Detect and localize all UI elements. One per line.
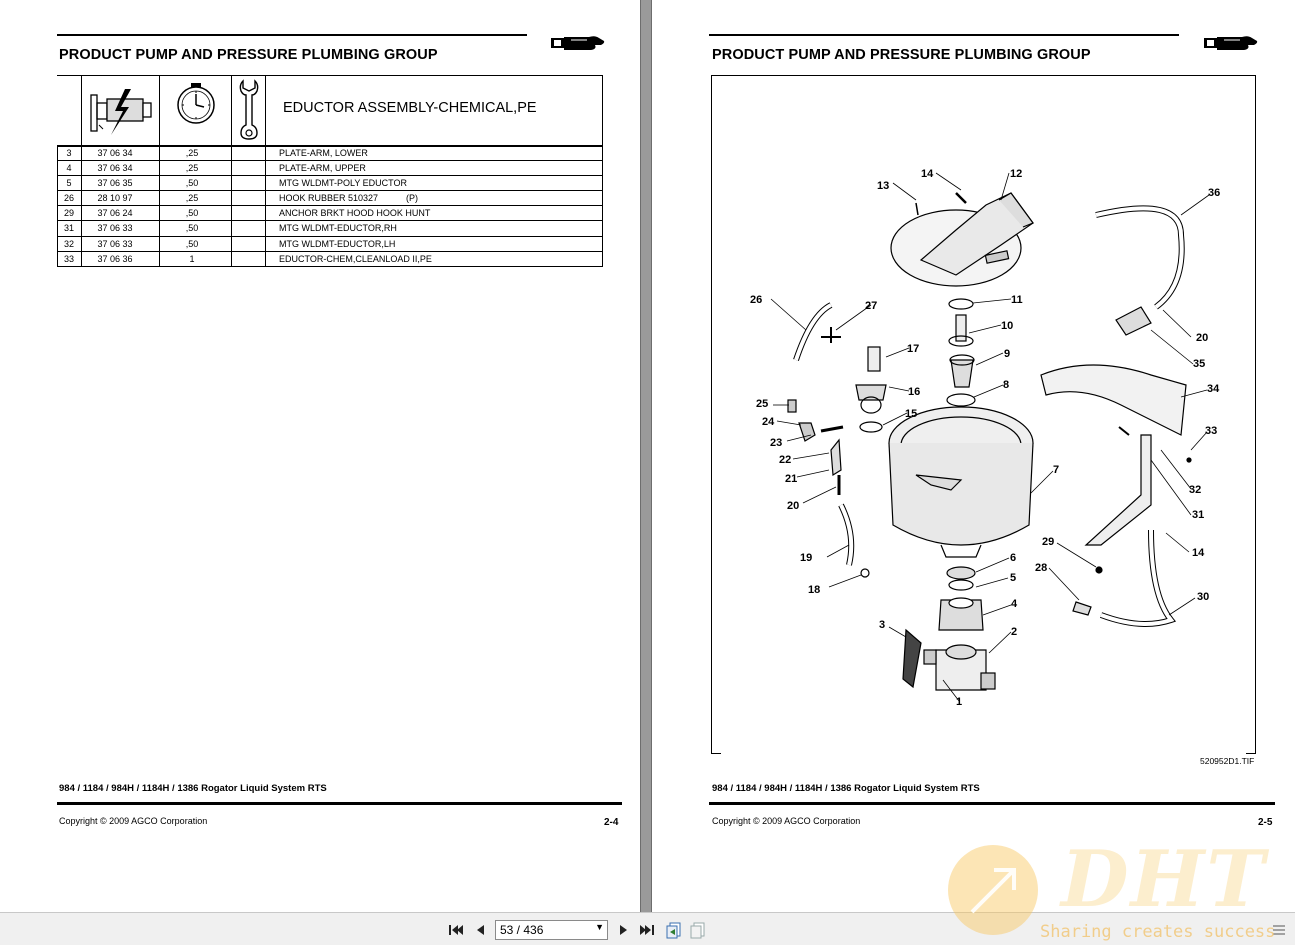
table-row (57, 237, 603, 252)
page-title: PRODUCT PUMP AND PRESSURE PLUMBING GROUP (712, 47, 1091, 63)
header-rule (709, 34, 1179, 36)
page-number: 2-4 (604, 817, 619, 828)
table-row (57, 252, 603, 267)
quantity: ,50 (185, 178, 199, 189)
item-number: 29 (63, 208, 74, 219)
part-description: MTG WLDMT-EDUCTOR,RH (279, 223, 397, 234)
first-page-icon (448, 923, 464, 937)
quantity: ,50 (185, 208, 199, 219)
figure-label: 520952D1.TIF (1200, 756, 1255, 766)
next-page-icon (617, 923, 629, 937)
callout-27: 27 (865, 300, 878, 312)
part-description: ANCHOR BRKT HOOD HOOK HUNT (279, 208, 431, 219)
callout-33: 33 (1205, 425, 1218, 437)
callout-25: 25 (756, 398, 769, 410)
callout-28: 28 (1035, 562, 1048, 574)
table-row (57, 221, 603, 236)
callout-26: 26 (750, 294, 763, 306)
first-page-button[interactable] (447, 921, 465, 939)
part-number: 37 06 36 (97, 253, 133, 264)
item-number: 32 (63, 238, 74, 249)
parts-table-body (57, 146, 603, 267)
callout-22: 22 (779, 454, 792, 466)
part-description: MTG WLDMT-POLY EDUCTOR (279, 178, 408, 189)
chevron-down-icon: ▼ (595, 922, 604, 932)
watermark-logo-text: DHT (1061, 834, 1267, 925)
copyright: Copyright © 2009 AGCO Corporation (59, 816, 208, 826)
table-row (57, 146, 603, 161)
part-description: MTG WLDMT-EDUCTOR,LH (279, 238, 396, 249)
callout-16: 16 (908, 386, 921, 398)
next-view-icon (689, 921, 707, 939)
part-number: 37 06 34 (97, 148, 133, 158)
callout-30: 30 (1197, 591, 1210, 603)
callout-14b: 14 (1192, 547, 1205, 559)
callout-23: 23 (770, 437, 783, 449)
part-description: HOOK RUBBER 510327 (279, 193, 379, 204)
callout-1: 1 (956, 696, 963, 708)
callout-7: 7 (1053, 464, 1060, 476)
table-row (57, 191, 603, 206)
page-indicator: 53 / 436 (500, 923, 544, 937)
previous-view-icon (665, 921, 683, 939)
callout-12: 12 (1010, 168, 1023, 180)
callout-9: 9 (1004, 348, 1011, 360)
callout-10: 10 (1001, 320, 1014, 332)
watermark-tagline: Sharing creates success (1040, 922, 1276, 942)
callout-32: 32 (1189, 484, 1202, 496)
table-row (57, 161, 603, 176)
assembly-description: EDUCTOR ASSEMBLY-CHEMICAL,PE (283, 100, 537, 116)
part-description: PLATE-ARM, UPPER (279, 163, 366, 174)
callout-35: 35 (1193, 358, 1206, 370)
copyright: Copyright © 2009 AGCO Corporation (712, 816, 861, 826)
last-page-button[interactable] (638, 921, 656, 939)
part-note: (P) (406, 193, 418, 204)
item-number: 4 (66, 163, 72, 174)
previous-page-icon (474, 923, 486, 937)
page-navigation-toolbar (0, 912, 1295, 945)
callout-15: 15 (905, 408, 918, 420)
wrench-icon (237, 79, 261, 141)
options-button[interactable] (1270, 921, 1288, 939)
part-description: EDUCTOR-CHEM,CLEANLOAD II,PE (279, 253, 432, 264)
menu-lines-icon (1272, 923, 1286, 937)
glove-logo-icon (551, 33, 605, 53)
previous-page-button[interactable] (471, 921, 489, 939)
table-row (57, 176, 603, 191)
part-number: 37 06 33 (97, 238, 133, 249)
parts-table-header (57, 75, 603, 146)
item-number: 31 (63, 223, 74, 234)
callout-29: 29 (1042, 536, 1055, 548)
callout-31: 31 (1192, 509, 1205, 521)
part-number: 37 06 33 (97, 223, 133, 234)
callout-6: 6 (1010, 552, 1017, 564)
callout-13: 13 (877, 180, 890, 192)
left-document-page (0, 0, 640, 912)
eductor-drawing (711, 75, 1256, 754)
part-number: 28 10 97 (97, 193, 133, 204)
callout-3: 3 (879, 619, 886, 631)
footer-rule (709, 802, 1275, 805)
previous-view-button[interactable] (665, 921, 683, 939)
callout-19: 19 (800, 552, 813, 564)
item-number: 5 (66, 178, 72, 189)
quantity: 1 (189, 253, 195, 264)
quantity: ,25 (185, 163, 199, 174)
item-number: 33 (63, 253, 74, 264)
quantity: ,50 (185, 223, 199, 234)
callout-17: 17 (907, 343, 920, 355)
callout-20: 20 (787, 500, 800, 512)
quantity: ,25 (185, 148, 199, 158)
footer-model: 984 / 1184 / 984H / 1184H / 1386 Rogator Liquid System RTS (712, 783, 980, 794)
last-page-icon (639, 923, 655, 937)
glove-logo-icon (1204, 33, 1258, 53)
callout-4: 4 (1011, 598, 1018, 610)
fuel-pump-icon (87, 85, 157, 141)
callout-2: 2 (1011, 626, 1018, 638)
clock-icon (174, 83, 218, 125)
part-number: 37 06 34 (97, 163, 133, 174)
part-number: 37 06 35 (97, 178, 133, 189)
callout-8: 8 (1003, 379, 1010, 391)
callout-20b: 20 (1196, 332, 1209, 344)
quantity: ,50 (185, 238, 199, 249)
callout-24: 24 (762, 416, 775, 428)
bracket-part (1041, 365, 1186, 435)
table-row (57, 206, 603, 221)
callout-21: 21 (785, 473, 798, 485)
header-rule (57, 34, 527, 36)
item-number: 3 (66, 148, 72, 158)
next-page-button[interactable] (614, 921, 632, 939)
callout-18: 18 (808, 584, 821, 596)
part-description: PLATE-ARM, LOWER (279, 148, 368, 158)
part-number: 37 06 24 (97, 208, 133, 219)
callout-14: 14 (921, 168, 934, 180)
page-title: PRODUCT PUMP AND PRESSURE PLUMBING GROUP (59, 47, 438, 63)
page-gutter (640, 0, 652, 912)
callout-34: 34 (1207, 383, 1220, 395)
page-number: 2-5 (1258, 817, 1273, 828)
page-number-select[interactable] (495, 920, 608, 940)
callout-36: 36 (1208, 187, 1221, 199)
footer-rule (57, 802, 622, 805)
item-number: 26 (63, 193, 74, 204)
callout-11: 11 (1011, 294, 1023, 306)
footer-model: 984 / 1184 / 984H / 1184H / 1386 Rogator Liquid System RTS (59, 783, 327, 794)
next-view-button[interactable] (689, 921, 707, 939)
callout-5: 5 (1010, 572, 1017, 584)
quantity: ,25 (185, 193, 199, 204)
